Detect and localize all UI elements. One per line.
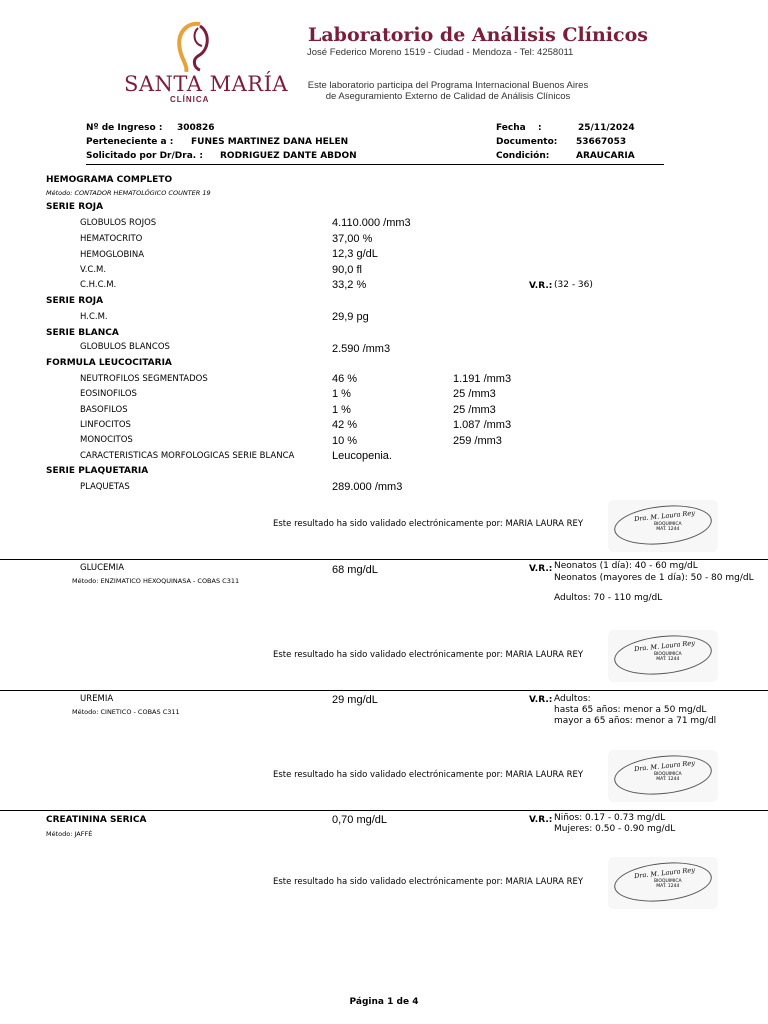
clinic-logo-subtitle: CLÍNICA xyxy=(170,95,210,104)
serie-roja-heading-2: SERIE ROJA xyxy=(46,296,104,306)
globulos-blancos-label: GLOBULOS BLANCOS xyxy=(80,342,170,352)
lab-address: José Federico Moreno 1519 - Ciudad - Mendoza - Tel: 4258011 xyxy=(307,47,574,58)
eosinofilos-label: EOSINOFILOS xyxy=(80,389,137,399)
uremia-value: 29 mg/dL xyxy=(332,694,378,706)
validation-text-4: Este resultado ha sido validado electrónicamente por: MARIA LAURA REY xyxy=(273,877,584,887)
hematocrito-label: HEMATOCRITO xyxy=(80,234,143,244)
uremia-vr-line-3: mayor a 65 años: menor a 71 mg/dl xyxy=(554,716,717,726)
linfocitos-pct: 42 % xyxy=(332,419,358,431)
uremia-label: UREMIA xyxy=(80,694,114,704)
glucemia-vr-line-3: Adultos: 70 - 110 mg/dL xyxy=(554,593,663,603)
linfocitos-label: LINFOCITOS xyxy=(80,420,131,430)
creatinina-vr-line-2: Mujeres: 0.50 - 0.90 mg/dL xyxy=(554,824,676,834)
glucemia-method: Método: ENZIMATICO HEXOQUINASA - COBAS C311 xyxy=(72,577,240,585)
creatinina-value: 0,70 mg/dL xyxy=(332,814,388,826)
clinic-logo-icon xyxy=(170,20,216,72)
morfologia-label: CARACTERISTICAS MORFOLOGICAS SERIE BLANCA xyxy=(80,451,295,461)
hemograma-method: Método: CONTADOR HEMATOLÓGICO COUNTER 19 xyxy=(46,189,211,197)
ingreso-value: 300826 xyxy=(177,123,215,133)
plaquetas-value: 289.000 /mm3 xyxy=(332,481,403,493)
validation-text-2: Este resultado ha sido validado electrónicamente por: MARIA LAURA REY xyxy=(273,650,584,660)
ingreso-label: Nº de Ingreso : xyxy=(86,123,163,133)
signature-name: Dra. M. Laura Rey xyxy=(633,508,696,524)
section-divider-1 xyxy=(0,559,768,560)
condicion-label: Condición: xyxy=(496,151,550,161)
glucemia-value: 68 mg/dL xyxy=(332,564,378,576)
glucemia-vr-line-2: Neonatos (mayores de 1 día): 50 - 80 mg/dL xyxy=(554,573,754,583)
plaquetas-label: PLAQUETAS xyxy=(80,482,130,492)
chcm-label: C.H.C.M. xyxy=(80,280,117,290)
documento-value: 53667053 xyxy=(576,137,627,147)
basofilos-abs: 25 /mm3 xyxy=(453,404,496,416)
section-divider-2 xyxy=(0,690,768,691)
section-divider-3 xyxy=(0,810,768,811)
hcm-value: 29,9 pg xyxy=(332,311,369,323)
signature-stamp-3: Dra. M. Laura Rey BIOQUIMICA MAT. 1244 xyxy=(608,750,718,802)
perteneciente-label: Perteneciente a : xyxy=(86,137,174,147)
serie-plaquetaria-heading: SERIE PLAQUETARIA xyxy=(46,466,149,476)
basofilos-pct: 1 % xyxy=(332,404,351,416)
fecha-label: Fecha xyxy=(496,123,526,133)
signature-stamp-4: Dra. M. Laura Rey BIOQUIMICA MAT. 1244 xyxy=(608,857,718,909)
patient-divider xyxy=(86,164,664,165)
neutrofilos-pct: 46 % xyxy=(332,373,358,385)
condicion-value: ARAUCARIA xyxy=(576,151,635,161)
creatinina-label: CREATININA SERICA xyxy=(46,815,147,825)
globulos-rojos-label: GLOBULOS ROJOS xyxy=(80,218,157,228)
hemoglobina-value: 12,3 g/dL xyxy=(332,248,378,260)
basofilos-label: BASOFILOS xyxy=(80,405,128,415)
glucemia-vr-line-1: Neonatos (1 día): 40 - 60 mg/dL xyxy=(554,561,698,571)
morfologia-value: Leucopenia. xyxy=(332,450,392,462)
page-number: Página 1 de 4 xyxy=(349,997,419,1007)
neutrofilos-label: NEUTROFILOS SEGMENTADOS xyxy=(80,374,208,384)
linfocitos-abs: 1.087 /mm3 xyxy=(453,419,512,431)
signature-role: BIOQUIMICA MAT. 1244 xyxy=(654,522,682,532)
glucemia-label: GLUCEMIA xyxy=(80,563,125,573)
clinic-logo-name: SANTA MARÍA xyxy=(124,72,289,96)
formula-heading: FORMULA LEUCOCITARIA xyxy=(46,358,172,368)
uremia-vr-line-2: hasta 65 años: menor a 50 mg/dL xyxy=(554,705,707,715)
glucemia-vr-label: V.R.: xyxy=(529,564,553,574)
vcm-label: V.C.M. xyxy=(80,265,107,275)
uremia-method: Método: CINETICO - COBAS C311 xyxy=(72,708,180,716)
signature-stamp-1 xyxy=(608,500,718,552)
signature-stamp-2: Dra. M. Laura Rey BIOQUIMICA MAT. 1244 xyxy=(608,630,718,682)
validation-text-1: Este resultado ha sido validado electrónicamente por: MARIA LAURA REY xyxy=(273,519,584,529)
monocitos-abs: 259 /mm3 xyxy=(453,435,502,447)
eosinofilos-pct: 1 % xyxy=(332,388,351,400)
hemoglobina-label: HEMOGLOBINA xyxy=(80,250,145,260)
globulos-rojos-value: 4.110.000 /mm3 xyxy=(332,217,411,229)
documento-label: Documento: xyxy=(496,137,558,147)
lab-title: Laboratorio de Análisis Clínicos xyxy=(308,24,648,46)
creatinina-vr-label: V.R.: xyxy=(529,815,553,825)
uremia-vr-line-1: Adultos: xyxy=(554,694,591,704)
hemograma-title: HEMOGRAMA COMPLETO xyxy=(46,175,173,185)
chcm-value: 33,2 % xyxy=(332,279,367,291)
neutrofilos-abs: 1.191 /mm3 xyxy=(453,373,512,385)
validation-text-3: Este resultado ha sido validado electrónicamente por: MARIA LAURA REY xyxy=(273,770,584,780)
patient-name: FUNES MARTINEZ DANA HELEN xyxy=(191,137,349,147)
monocitos-pct: 10 % xyxy=(332,435,358,447)
fecha-separator: : xyxy=(538,123,542,133)
serie-roja-heading: SERIE ROJA xyxy=(46,202,104,212)
doctor-name: RODRIGUEZ DANTE ABDON xyxy=(220,151,357,161)
fecha-value: 25/11/2024 xyxy=(578,123,635,133)
vcm-value: 90,0 fl xyxy=(332,264,362,276)
monocitos-label: MONOCITOS xyxy=(80,435,133,445)
eosinofilos-abs: 25 /mm3 xyxy=(453,388,496,400)
chcm-vr-label: V.R.: xyxy=(529,281,553,291)
program-line-2: de Aseguramiento Externo de Calidad de Análisis Clínicos xyxy=(325,91,571,102)
hcm-label: H.C.M. xyxy=(80,312,108,322)
hematocrito-value: 37,00 % xyxy=(332,233,373,245)
chcm-vr-value: (32 - 36) xyxy=(554,280,593,290)
creatinina-vr-line-1: Niños: 0.17 - 0.73 mg/dL xyxy=(554,813,666,823)
serie-blanca-heading: SERIE BLANCA xyxy=(46,328,119,338)
program-line-1: Este laboratorio participa del Programa Internacional Buenos Aires xyxy=(307,80,589,91)
solicitado-label: Solicitado por Dr/Dra. : xyxy=(86,151,203,161)
uremia-vr-label: V.R.: xyxy=(529,695,553,705)
creatinina-method: Método: JAFFÉ xyxy=(46,830,93,838)
globulos-blancos-value: 2.590 /mm3 xyxy=(332,343,391,355)
